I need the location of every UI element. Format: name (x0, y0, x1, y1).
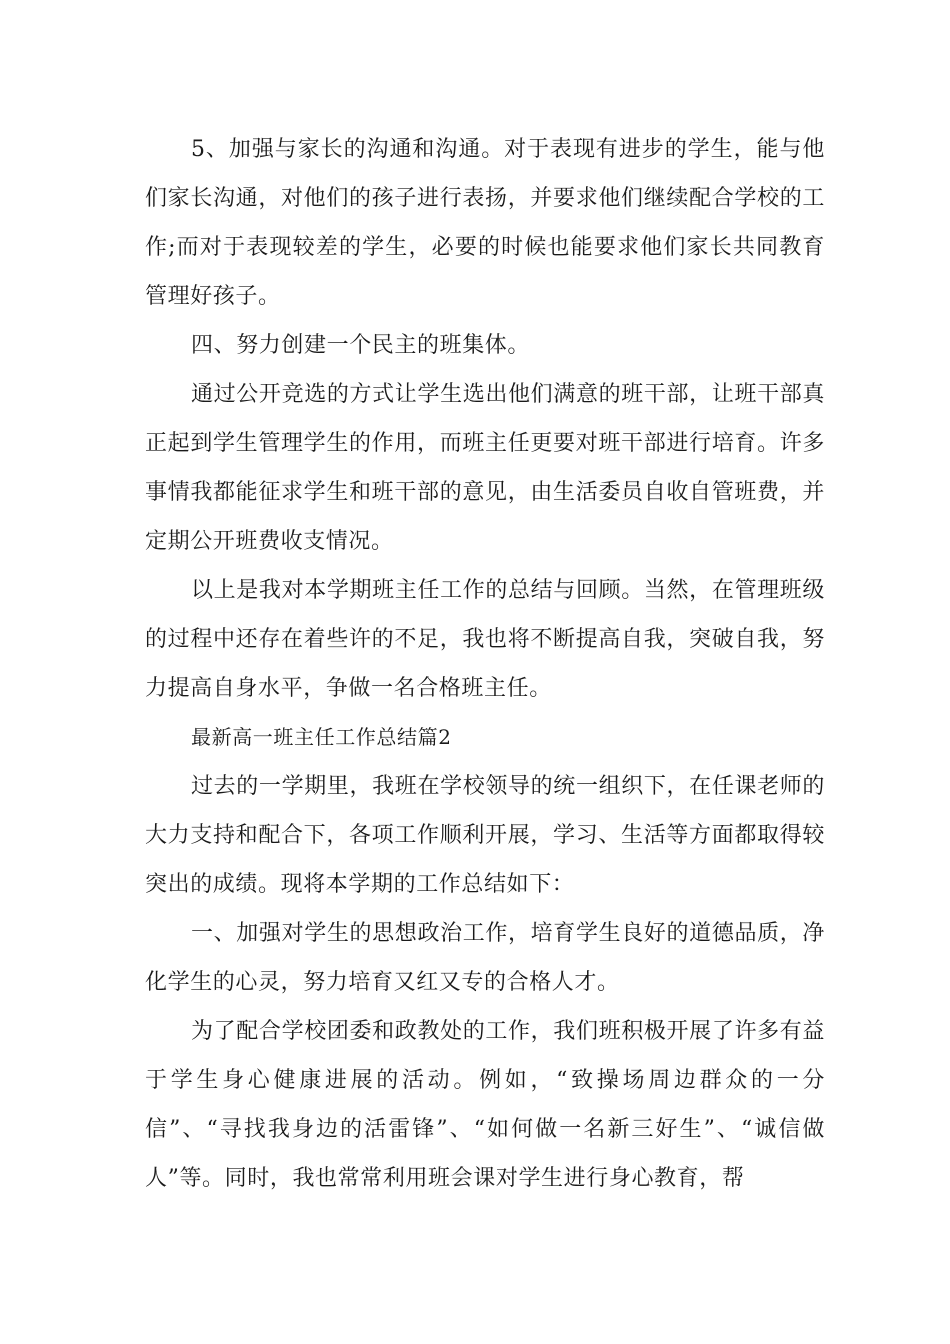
paragraph-section-one-heading: 一、加强对学生的思想政治工作，培育学生良好的道德品质，净化学生的心灵，努力培育又红又专的合格人才。 (145, 921, 825, 995)
document-body (145, 125, 825, 1203)
paragraph-conclusion: 以上是我对本学期班主任工作的总结与回顾。当然，在管理班级的过程中还存在着些许的不足，我也将不断提高自我，突破自我，努力提高自身水平，争做一名合格班主任。 (145, 578, 825, 701)
paragraph-parent-communication: 5、加强与家长的沟通和沟通。对于表现有进步的学生，能与他们家长沟通，对他们的孩子进行表扬，并要求他们继续配合学校的工作;而对于表现较差的学生，必要的时候也能要求他们家长共同教育管理好孩子。 (145, 137, 825, 309)
paragraph-semester-overview: 过去的一学期里，我班在学校领导的统一组织下，在任课老师的大力支持和配合下，各项工作顺利开展，学习、生活等方面都取得较突出的成绩。现将本学期的工作总结如下： (145, 774, 825, 897)
article-title-part-2: 最新高一班主任工作总结篇2 (191, 725, 452, 749)
paragraph-class-committee: 通过公开竞选的方式让学生选出他们满意的班干部，让班干部真正起到学生管理学生的作用，而班主任更要对班干部进行培育。许多事情我都能征求学生和班干部的意见，由生活委员自收自管班费，并定期公开班费收支情况。 (145, 382, 825, 554)
paragraph-activities: 为了配合学校团委和政教处的工作，我们班积极开展了许多有益于学生身心健康进展的活动。例如，“致操场周边群众的一分信”、“寻找我身边的活雷锋”、“如何做一名新三好生”、“诚信做人”等。同时，我也常常利用班会课对学生进行身心教育，帮 (145, 1019, 825, 1191)
paragraph-section-four-heading: 四、努力创建一个民主的班集体。 (191, 333, 531, 358)
